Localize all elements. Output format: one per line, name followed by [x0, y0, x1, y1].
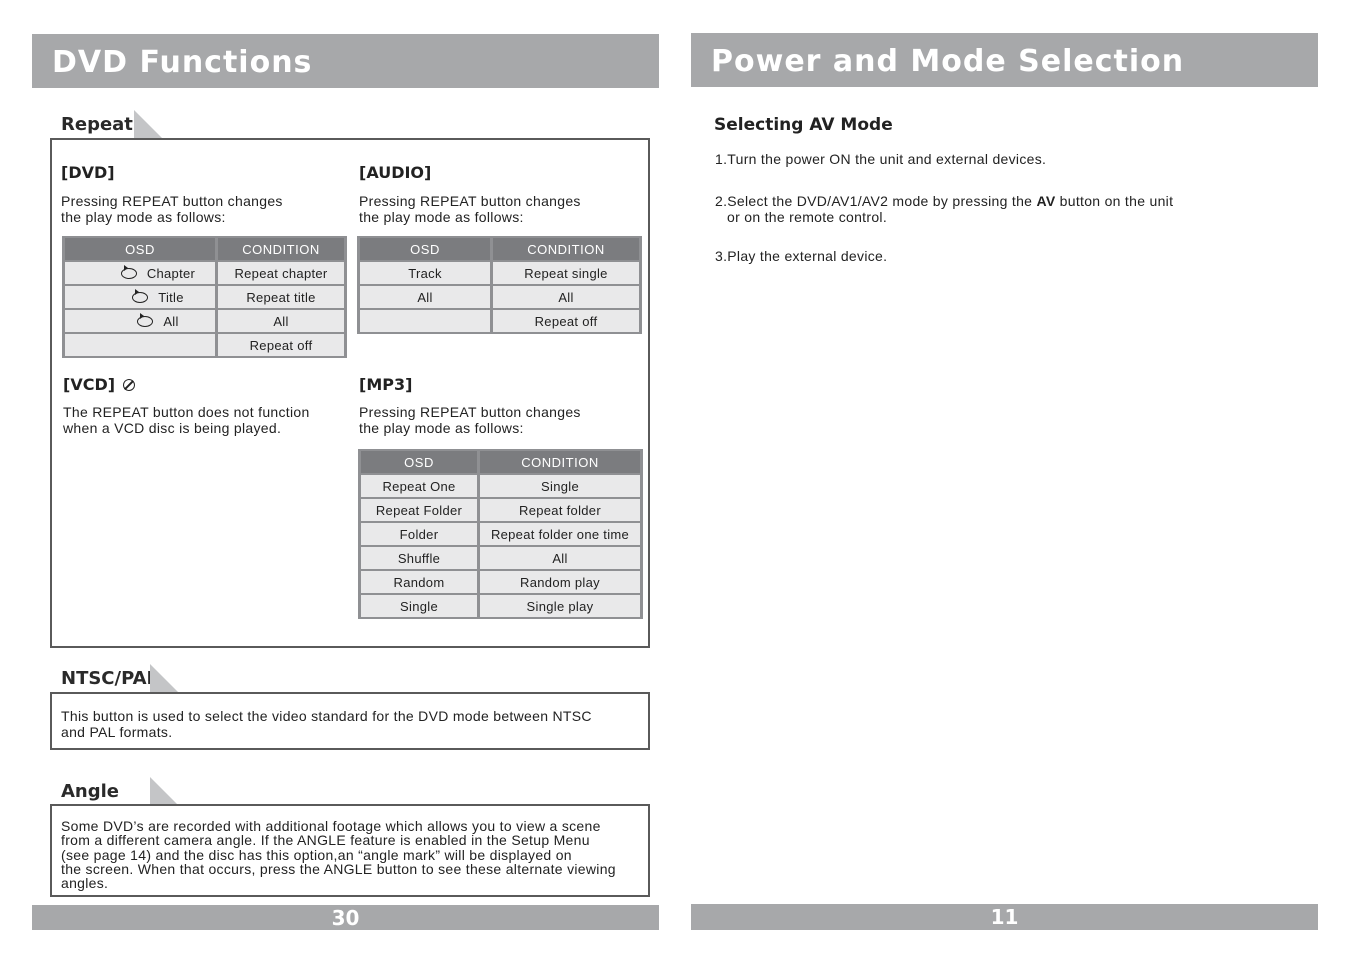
table-row: [360, 286, 639, 308]
dvd-desc-line: the play mode as follows:: [61, 209, 226, 225]
ntsc-pal-line: This button is used to select the video standard for the DVD mode between NTSC: [61, 708, 592, 724]
table-row: [65, 334, 344, 356]
vcd-heading-row: [63, 375, 135, 394]
dvd-osd-cell: [65, 262, 215, 284]
mp3-desc-line: Pressing REPEAT button changes: [359, 404, 581, 420]
step-2-text: button on the unit: [1055, 193, 1174, 209]
mp3-heading: [MP3]: [359, 375, 413, 394]
repeat-tab-label: Repeat: [61, 114, 133, 135]
ntsc-pal-tab: [50, 664, 180, 694]
mp3-osd-cell: Folder: [361, 523, 477, 545]
vcd-desc-line: The REPEAT button does not function: [63, 404, 310, 420]
dvd-osd-cell: [65, 310, 215, 332]
table-row: [361, 595, 640, 617]
mp3-table: [358, 449, 643, 619]
audio-osd-cell: Track: [360, 262, 490, 284]
repeat-icon: [121, 268, 137, 279]
table-row: [361, 523, 640, 545]
mp3-osd-cell: Single: [361, 595, 477, 617]
left-page-number: 30: [32, 905, 659, 930]
audio-heading: [AUDIO]: [359, 163, 432, 182]
table-row: [360, 262, 639, 284]
mp3-osd-cell: Random: [361, 571, 477, 593]
angle-tab-label: Angle: [61, 781, 120, 802]
vcd-description: [63, 404, 310, 436]
audio-table: [357, 236, 642, 334]
table-row: [361, 547, 640, 569]
vcd-heading: [VCD]: [63, 375, 116, 394]
angle-line: from a different camera angle. If the ANGLE feature is enabled in the Setup Menu: [61, 832, 590, 849]
vcd-desc-line: when a VCD disc is being played.: [63, 420, 282, 436]
mp3-description: [359, 404, 581, 436]
step-3: 3.Play the external device.: [715, 248, 888, 264]
prohibited-icon: [123, 379, 135, 391]
mp3-osd-cell: Repeat Folder: [361, 499, 477, 521]
mp3-col-osd: OSD: [361, 451, 477, 473]
table-row: [361, 571, 640, 593]
left-page-title: DVD Functions: [32, 34, 659, 88]
step-2: [715, 193, 1173, 225]
right-page-title: Power and Mode Selection: [691, 33, 1318, 87]
dvd-osd-label: Title: [158, 289, 184, 305]
mp3-condition-cell: Random play: [480, 571, 640, 593]
table-row: [360, 310, 639, 332]
mp3-condition-cell: All: [480, 547, 640, 569]
audio-col-condition: CONDITION: [493, 238, 639, 260]
ntsc-pal-text: [61, 708, 592, 740]
angle-line: the screen. When that occurs, press the ANGLE button to see these alternate viewing: [61, 860, 616, 877]
dvd-col-osd: OSD: [65, 238, 215, 260]
table-row: [65, 310, 344, 332]
angle-tab: [50, 777, 180, 807]
audio-col-osd: OSD: [360, 238, 490, 260]
dvd-osd-cell: [65, 286, 215, 308]
angle-line: angles.: [61, 875, 109, 892]
audio-condition-cell: Repeat off: [493, 310, 639, 332]
angle-line: Some DVD’s are recorded with additional footage which allows you to view a scene: [61, 818, 601, 834]
mp3-condition-cell: Single: [480, 475, 640, 497]
mp3-desc-line: the play mode as follows:: [359, 420, 524, 436]
step-2-line2: or on the remote control.: [727, 209, 888, 225]
av-mode-subheading: Selecting AV Mode: [714, 115, 893, 135]
ntsc-pal-tab-label: NTSC/PAL: [61, 668, 159, 689]
audio-description: [359, 193, 581, 225]
dvd-col-condition: CONDITION: [218, 238, 344, 260]
ntsc-pal-line: and PAL formats.: [61, 724, 173, 740]
dvd-osd-label: All: [163, 313, 179, 329]
mp3-condition-cell: Repeat folder: [480, 499, 640, 521]
audio-condition-cell: Repeat single: [493, 262, 639, 284]
dvd-description: [61, 193, 283, 225]
mp3-col-condition: CONDITION: [480, 451, 640, 473]
mp3-condition-cell: Repeat folder one time: [480, 523, 640, 545]
dvd-osd-label: Chapter: [146, 265, 196, 281]
dvd-desc-line: Pressing REPEAT button changes: [61, 193, 283, 209]
dvd-heading: [DVD]: [61, 163, 115, 182]
audio-desc-line: the play mode as follows:: [359, 209, 524, 225]
mp3-osd-cell: Shuffle: [361, 547, 477, 569]
step-1: 1.Turn the power ON the unit and external devices.: [715, 151, 1047, 167]
dvd-condition-cell: All: [218, 310, 344, 332]
audio-desc-line: Pressing REPEAT button changes: [359, 193, 581, 209]
repeat-icon: [132, 292, 148, 303]
dvd-condition-cell: Repeat off: [218, 334, 344, 356]
repeat-icon: [137, 316, 153, 327]
mp3-osd-cell: Repeat One: [361, 475, 477, 497]
mp3-condition-cell: Single play: [480, 595, 640, 617]
audio-condition-cell: All: [493, 286, 639, 308]
table-row: [361, 475, 640, 497]
dvd-condition-cell: Repeat title: [218, 286, 344, 308]
dvd-condition-cell: Repeat chapter: [218, 262, 344, 284]
step-2-text: 2.Select the DVD/AV1/AV2 mode by pressing the: [715, 193, 1037, 209]
dvd-table: [62, 236, 347, 358]
audio-osd-cell: All: [360, 286, 490, 308]
table-row: [65, 286, 344, 308]
angle-line: (see page 14) and the disc has this option,an “angle mark” will be displayed on: [61, 846, 572, 863]
right-page-number: 11: [691, 904, 1318, 930]
angle-text: [61, 819, 616, 890]
audio-osd-cell: [360, 310, 490, 332]
dvd-osd-cell: [65, 334, 215, 356]
repeat-tab: [50, 110, 165, 140]
table-row: [361, 499, 640, 521]
table-row: [65, 262, 344, 284]
step-2-line1: [715, 193, 1173, 209]
av-button-ref: AV: [1036, 193, 1056, 209]
